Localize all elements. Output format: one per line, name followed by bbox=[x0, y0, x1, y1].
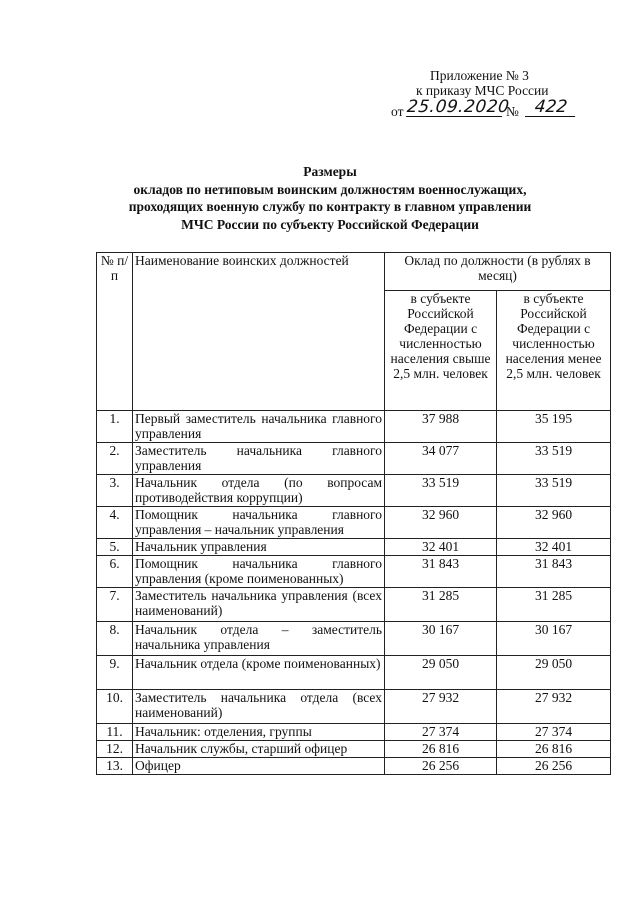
table-row bbox=[97, 588, 611, 622]
position-name: Начальник отдела (по вопросам противодействия коррупции) bbox=[133, 475, 385, 507]
position-name: Начальник службы, старший офицер bbox=[133, 741, 385, 758]
salary-under-2-5m: 26 816 bbox=[497, 741, 611, 758]
salary-over-2-5m: 31 843 bbox=[385, 556, 497, 588]
salary-over-2-5m: 29 050 bbox=[385, 656, 497, 690]
salary-table bbox=[96, 252, 611, 775]
salary-over-2-5m: 27 374 bbox=[385, 724, 497, 741]
salary-under-2-5m: 27 374 bbox=[497, 724, 611, 741]
table-row bbox=[97, 741, 611, 758]
title-heading: Размеры bbox=[303, 164, 357, 179]
salary-over-2-5m: 31 285 bbox=[385, 588, 497, 622]
salary-under-2-5m: 27 932 bbox=[497, 690, 611, 724]
row-number: 9. bbox=[97, 656, 133, 690]
row-number: 13. bbox=[97, 758, 133, 775]
table-row bbox=[97, 690, 611, 724]
salary-over-2-5m: 34 077 bbox=[385, 443, 497, 475]
row-number: 3. bbox=[97, 475, 133, 507]
salary-under-2-5m: 31 843 bbox=[497, 556, 611, 588]
number-sign: № bbox=[506, 104, 519, 119]
salary-over-2-5m: 37 988 bbox=[385, 411, 497, 443]
salary-under-2-5m: 32 401 bbox=[497, 539, 611, 556]
row-number: 5. bbox=[97, 539, 133, 556]
salary-under-2-5m: 35 195 bbox=[497, 411, 611, 443]
position-name: Начальник: отделения, группы bbox=[133, 724, 385, 741]
order-date: 25.09.2020 bbox=[406, 97, 511, 117]
title-line-4: МЧС России по субъекту Российской Федерации bbox=[181, 216, 479, 232]
row-number: 12. bbox=[97, 741, 133, 758]
row-number: 10. bbox=[97, 690, 133, 724]
table-row bbox=[97, 656, 611, 690]
header-sub-over-2-5m: в субъекте Российской Федерации с численностью населения свыше 2,5 млн. человек bbox=[385, 291, 497, 411]
position-name: Начальник управления bbox=[133, 539, 385, 556]
title-line-2: окладов по нетиповым воинским должностям военнослужащих, bbox=[133, 181, 527, 197]
salary-over-2-5m: 33 519 bbox=[385, 475, 497, 507]
row-number: 1. bbox=[97, 411, 133, 443]
position-name: Помощник начальника главного управления – начальник управления bbox=[133, 507, 385, 539]
appendix-order-ref: к приказу МЧС России bbox=[416, 83, 549, 98]
header-sub-under-2-5m: в субъекте Российской Федерации с численностью населения менее 2,5 млн. человек bbox=[497, 291, 611, 411]
order-date-line bbox=[386, 97, 586, 122]
table-row bbox=[97, 724, 611, 741]
salary-under-2-5m: 26 256 bbox=[497, 758, 611, 775]
order-number: 422 bbox=[525, 98, 577, 117]
salary-under-2-5m: 30 167 bbox=[497, 622, 611, 656]
position-name: Заместитель начальника управления (всех наименований) bbox=[133, 588, 385, 622]
salary-under-2-5m: 32 960 bbox=[497, 507, 611, 539]
position-name: Первый заместитель начальника главного управления bbox=[133, 411, 385, 443]
position-name: Начальник отдела – заместитель начальника управления bbox=[133, 622, 385, 656]
table-row bbox=[97, 539, 611, 556]
position-name: Офицер bbox=[133, 758, 385, 775]
salary-over-2-5m: 32 401 bbox=[385, 539, 497, 556]
salary-over-2-5m: 30 167 bbox=[385, 622, 497, 656]
salary-over-2-5m: 27 932 bbox=[385, 690, 497, 724]
table-row bbox=[97, 758, 611, 775]
row-number: 4. bbox=[97, 507, 133, 539]
position-name: Заместитель начальника главного управления bbox=[133, 443, 385, 475]
salary-under-2-5m: 33 519 bbox=[497, 475, 611, 507]
salary-over-2-5m: 32 960 bbox=[385, 507, 497, 539]
row-number: 6. bbox=[97, 556, 133, 588]
salary-under-2-5m: 31 285 bbox=[497, 588, 611, 622]
title-line-3: проходящих военную службу по контракту в главном управлении bbox=[128, 199, 532, 215]
appendix-header bbox=[386, 68, 586, 122]
table-row bbox=[97, 556, 611, 588]
table-body bbox=[97, 411, 611, 775]
salary-over-2-5m: 26 256 bbox=[385, 758, 497, 775]
row-number: 2. bbox=[97, 443, 133, 475]
row-number: 7. bbox=[97, 588, 133, 622]
table-row bbox=[97, 411, 611, 443]
position-name: Заместитель начальника отдела (всех наименований) bbox=[133, 690, 385, 724]
header-num: № п/п bbox=[97, 253, 133, 411]
position-name: Начальник отдела (кроме поименованных) bbox=[133, 656, 385, 690]
table-row bbox=[97, 622, 611, 656]
table-row bbox=[97, 475, 611, 507]
appendix-number: Приложение № 3 bbox=[430, 68, 529, 83]
row-number: 8. bbox=[97, 622, 133, 656]
header-name: Наименование воинских должностей bbox=[133, 253, 385, 411]
table-row bbox=[97, 507, 611, 539]
position-name: Помощник начальника главного управления (кроме поименованных) bbox=[133, 556, 385, 588]
document-title bbox=[100, 163, 560, 233]
salary-under-2-5m: 29 050 bbox=[497, 656, 611, 690]
ot-label: от bbox=[391, 104, 404, 119]
header-salary: Оклад по должности (в рублях в месяц) bbox=[385, 253, 611, 291]
salary-under-2-5m: 33 519 bbox=[497, 443, 611, 475]
salary-over-2-5m: 26 816 bbox=[385, 741, 497, 758]
table-row bbox=[97, 443, 611, 475]
row-number: 11. bbox=[97, 724, 133, 741]
